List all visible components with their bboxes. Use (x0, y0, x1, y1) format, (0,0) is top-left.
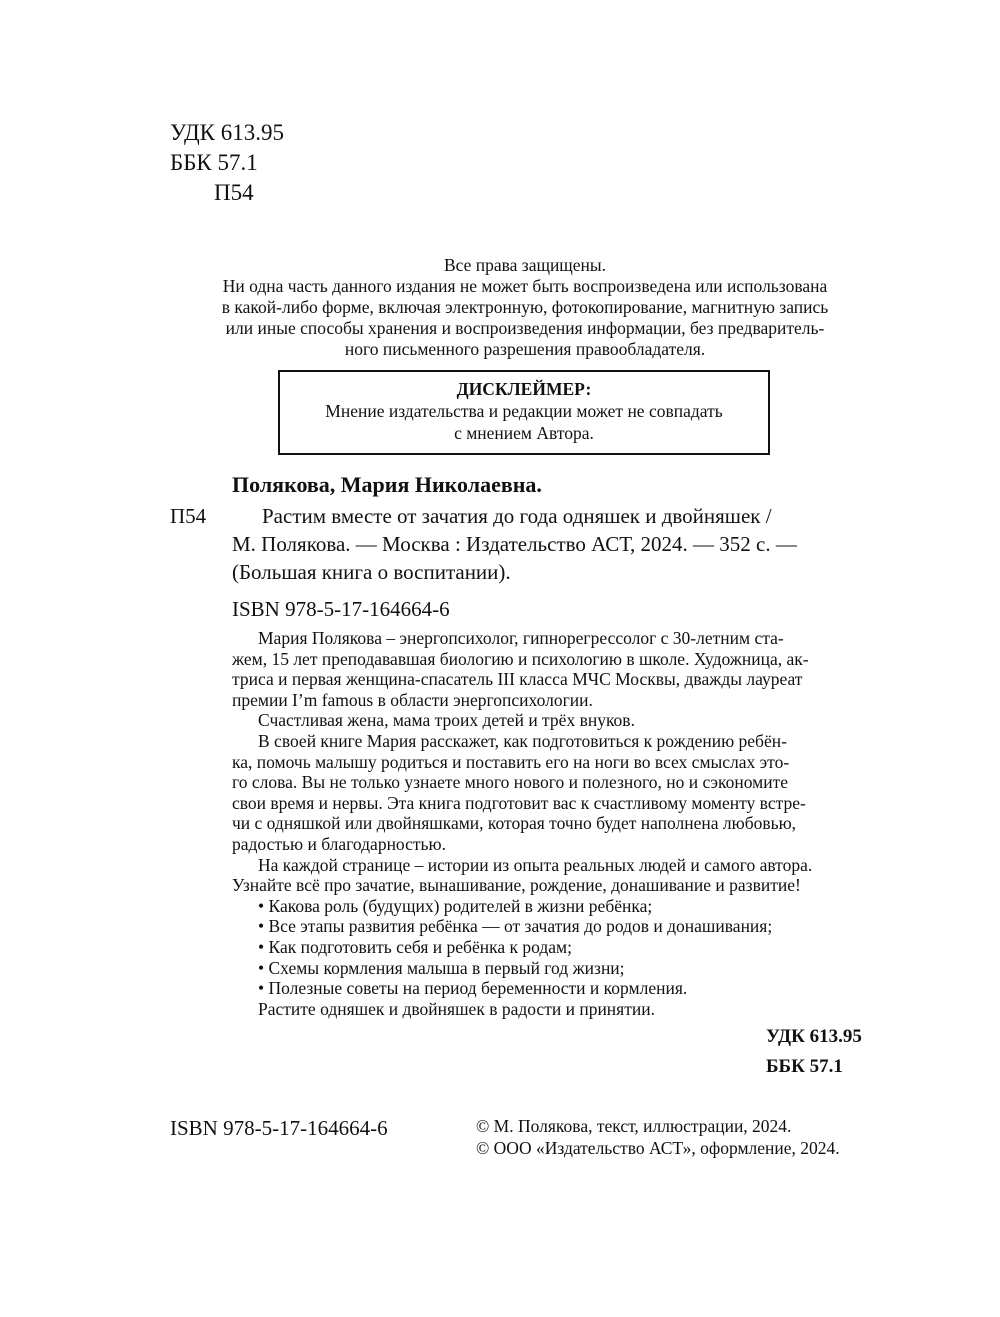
disclaimer-line: с мнением Автора. (454, 423, 594, 443)
annotation-line: На каждой странице – истории из опыта реальных людей и самого автора. (258, 854, 813, 875)
annotation (232, 628, 882, 1019)
author-mark: П54 (214, 180, 254, 205)
rights-line: Ни одна часть данного издания не может быть воспроизведена или использована (222, 276, 828, 296)
disclaimer-line: Мнение издательства и редакции может не совпадать (325, 401, 723, 421)
rights-line: или иные способы хранения и воспроизведения информации, без предваритель- (225, 318, 825, 338)
classification-codes-bottom (766, 1022, 862, 1082)
biblio-line: (Большая книга о воспитании). (232, 560, 511, 584)
annotation-line: ка, помочь малышу родиться и поставить его на ноги во всех смыслах это- (232, 751, 790, 772)
udk-code-bold: УДК 613.95 (766, 1026, 862, 1047)
annotation-line: чи с одняшкой или двойняшками, которая точно будет наполнена любовью, (232, 813, 797, 834)
annotation-line: Мария Полякова – энергопсихолог, гипнорегрессолог с 30-летним ста- (258, 628, 784, 648)
footer-copyright (476, 1115, 840, 1159)
annotation-line: В своей книге Мария расскажет, как подготовиться к рождению ребён- (258, 730, 787, 751)
annotation-line: триса и первая женщина-спасатель III класса МЧС Москвы, дважды лауреат (232, 669, 803, 690)
rights-line: в какой-либо форме, включая электронную, фотокопирование, магнитную запись (221, 297, 829, 317)
annotation-line: Растите одняшек и двойняшек в радости и принятии. (258, 998, 655, 1019)
annotation-line: Узнайте всё про зачатие, вынашивание, рождение, донашивание и развитие! (232, 875, 801, 896)
annotation-line: • Как подготовить себя и ребёнка к родам; (258, 936, 572, 957)
annotation-line: • Полезные советы на период беременности и кормления. (258, 978, 688, 999)
annotation-line: радостью и благодарностью. (232, 833, 446, 854)
bibliographic-description (232, 502, 892, 586)
catalog-author-mark: П54 (170, 504, 207, 528)
annotation-line: • Какова роль (будущих) родителей в жизни ребёнка; (258, 895, 653, 916)
rights-line: Все права защищены. (443, 255, 607, 275)
footer-isbn: ISBN 978-5-17-164664-6 (170, 1116, 388, 1140)
annotation-line: • Все этапы развития ребёнка — от зачатия до родов и донашивания; (258, 916, 773, 937)
annotation-line: свои время и нервы. Эта книга подготовит вас к счастливому моменту встре- (232, 792, 806, 813)
copyright-line: © М. Полякова, текст, иллюстрации, 2024. (476, 1116, 792, 1136)
annotation-line: • Схемы кормления малыша в первый год жизни; (258, 957, 625, 978)
biblio-line: Растим вместе от зачатия до года одняшек и двойняшек / (262, 504, 772, 528)
classification-codes-top (170, 118, 284, 208)
disclaimer-box (278, 370, 770, 455)
catalog-isbn: ISBN 978-5-17-164664-6 (232, 597, 450, 621)
annotation-line: Счастливая жена, мама троих детей и трёх внуков. (258, 710, 635, 731)
udk-code: УДК 613.95 (170, 120, 284, 145)
bbk-code-bold: ББК 57.1 (766, 1056, 843, 1077)
bbk-code: ББК 57.1 (170, 150, 258, 175)
annotation-line: жем, 15 лет преподававшая биологию и психологию в школе. Художница, ак- (232, 648, 809, 669)
biblio-line: М. Полякова. — Москва : Издательство АСТ, 2024. — 352 с. — (232, 532, 797, 556)
copyright-line: © ООО «Издательство АСТ», оформление, 2024. (476, 1138, 840, 1158)
copyright-notice (150, 255, 900, 360)
annotation-line: премии I’m famous в области энергопсихологии. (232, 689, 593, 710)
rights-line: ного письменного разрешения правообладателя. (344, 339, 706, 359)
disclaimer-title: ДИСКЛЕЙМЕР: (456, 379, 592, 399)
catalog-author: Полякова, Мария Николаевна. (232, 472, 542, 497)
annotation-line: го слова. Вы не только узнаете много нового и полезного, но и сэкономите (232, 772, 788, 793)
